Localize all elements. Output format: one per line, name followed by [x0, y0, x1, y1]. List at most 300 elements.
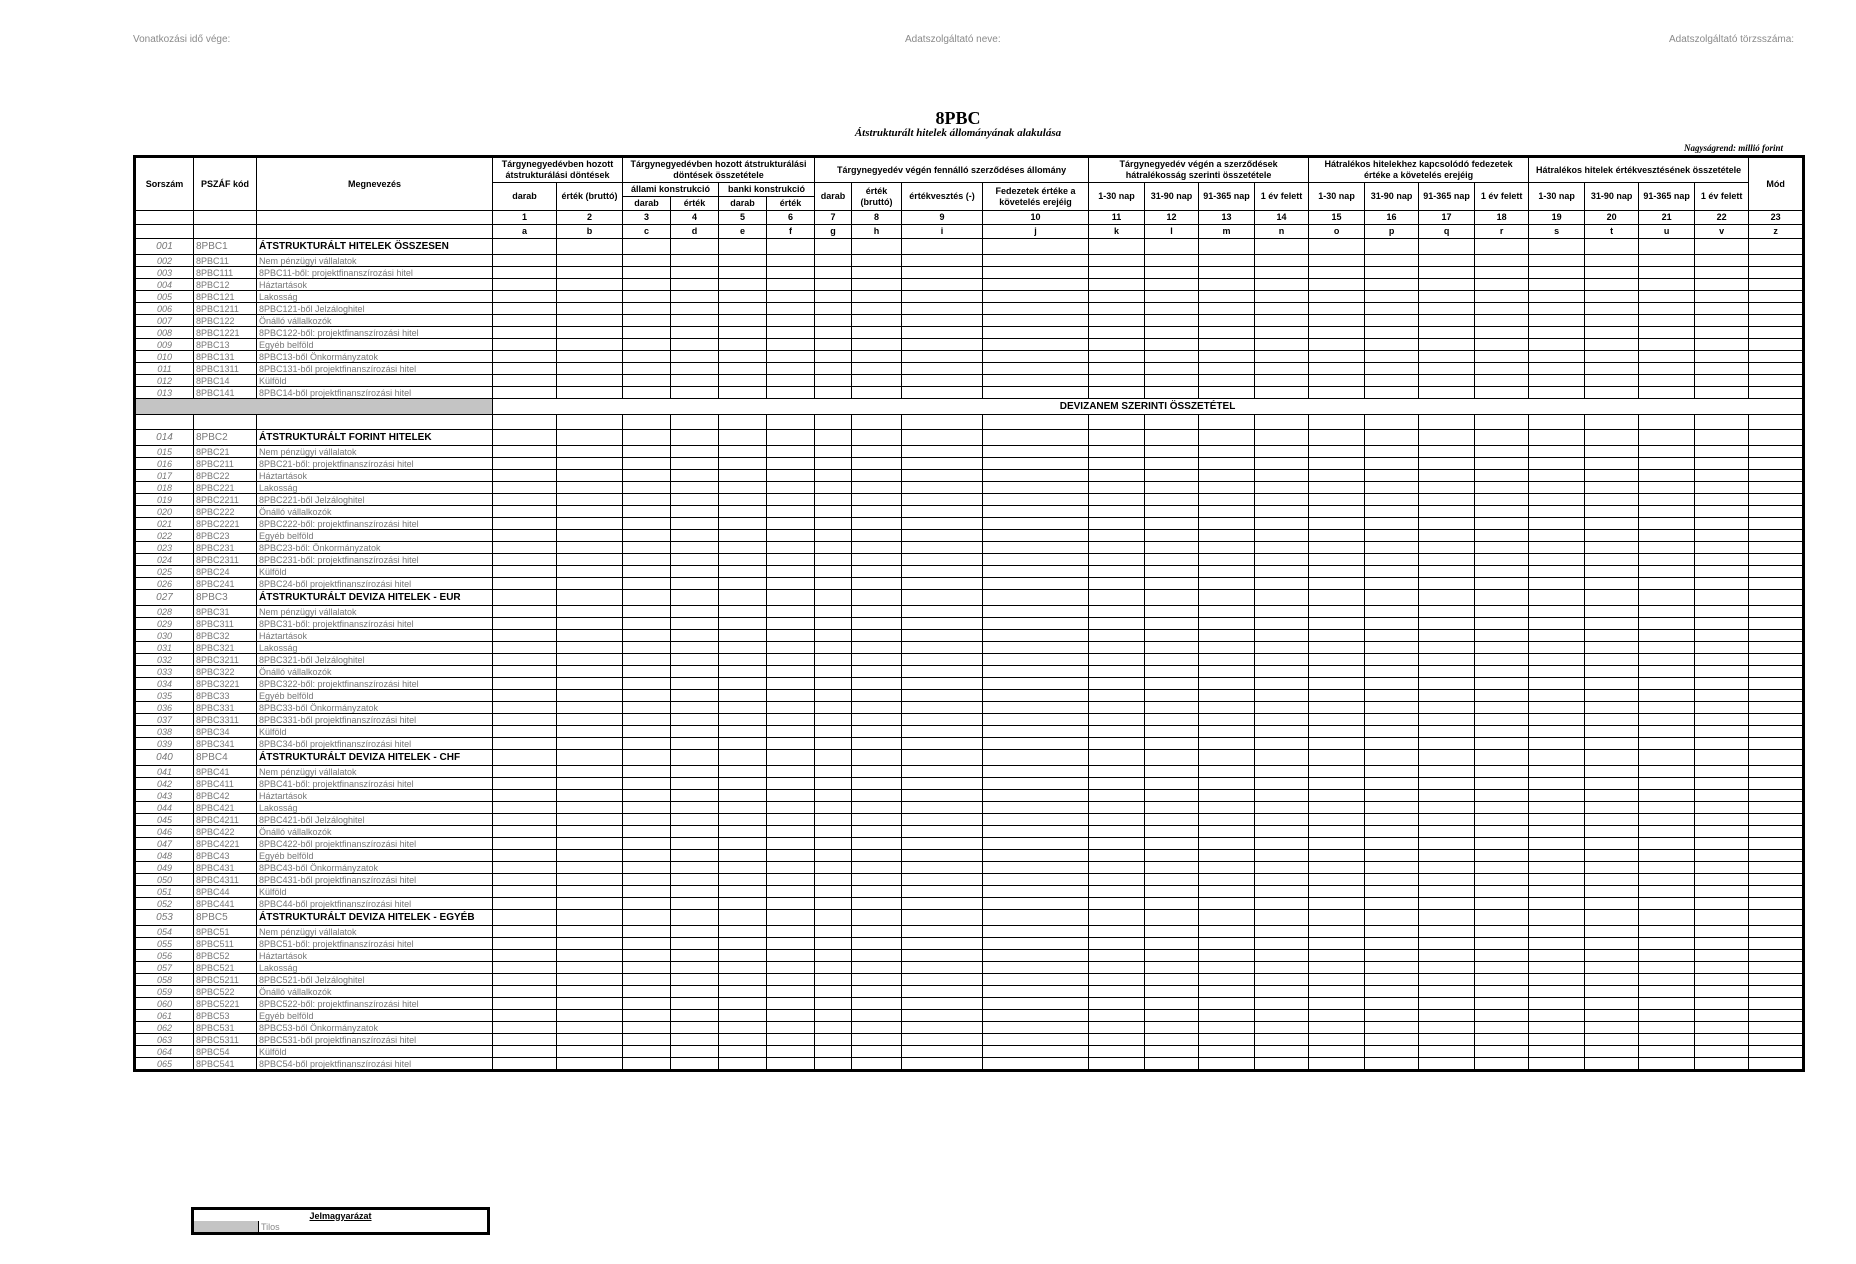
input-cell[interactable]: [815, 850, 852, 862]
input-cell[interactable]: [902, 778, 983, 790]
input-cell[interactable]: [1529, 327, 1585, 339]
input-cell[interactable]: [1419, 446, 1475, 458]
input-cell[interactable]: [1585, 850, 1639, 862]
input-cell[interactable]: [1145, 926, 1199, 938]
input-cell[interactable]: [1089, 702, 1145, 714]
input-cell[interactable]: [1695, 998, 1749, 1010]
input-cell[interactable]: [1529, 239, 1585, 255]
input-cell[interactable]: [1089, 1010, 1145, 1022]
input-cell[interactable]: [1199, 986, 1255, 998]
input-cell[interactable]: [1419, 790, 1475, 802]
input-cell[interactable]: [1089, 542, 1145, 554]
input-cell[interactable]: [1585, 974, 1639, 986]
input-cell[interactable]: [1419, 239, 1475, 255]
input-cell[interactable]: [1585, 766, 1639, 778]
input-cell[interactable]: [719, 351, 767, 363]
input-cell[interactable]: [1419, 315, 1475, 327]
input-cell[interactable]: [557, 898, 623, 910]
input-cell[interactable]: [983, 327, 1089, 339]
input-cell[interactable]: [1639, 339, 1695, 351]
input-cell[interactable]: [1145, 850, 1199, 862]
input-cell[interactable]: [493, 750, 557, 766]
input-cell[interactable]: [1639, 778, 1695, 790]
input-cell[interactable]: [815, 690, 852, 702]
input-cell[interactable]: [1639, 267, 1695, 279]
input-cell[interactable]: [1419, 291, 1475, 303]
input-cell[interactable]: [1365, 886, 1419, 898]
input-cell[interactable]: [1255, 938, 1309, 950]
input-cell[interactable]: [1585, 1046, 1639, 1058]
input-cell[interactable]: [1089, 375, 1145, 387]
input-cell[interactable]: [1749, 678, 1804, 690]
input-cell[interactable]: [1529, 778, 1585, 790]
input-cell[interactable]: [1529, 351, 1585, 363]
input-cell[interactable]: [1309, 714, 1365, 726]
input-cell[interactable]: [1585, 458, 1639, 470]
input-cell[interactable]: [852, 790, 902, 802]
input-cell[interactable]: [1419, 363, 1475, 375]
input-cell[interactable]: [1585, 750, 1639, 766]
input-cell[interactable]: [852, 910, 902, 926]
input-cell[interactable]: [1695, 862, 1749, 874]
input-cell[interactable]: [767, 351, 815, 363]
input-cell[interactable]: [1419, 430, 1475, 446]
input-cell[interactable]: [767, 986, 815, 998]
input-cell[interactable]: [983, 910, 1089, 926]
input-cell[interactable]: [852, 351, 902, 363]
input-cell[interactable]: [1749, 962, 1804, 974]
input-cell[interactable]: [493, 554, 557, 566]
input-cell[interactable]: [852, 458, 902, 470]
input-cell[interactable]: [1255, 1010, 1309, 1022]
input-cell[interactable]: [1749, 826, 1804, 838]
input-cell[interactable]: [1089, 874, 1145, 886]
input-cell[interactable]: [815, 630, 852, 642]
input-cell[interactable]: [1365, 750, 1419, 766]
input-cell[interactable]: [852, 554, 902, 566]
input-cell[interactable]: [623, 778, 671, 790]
input-cell[interactable]: [983, 482, 1089, 494]
input-cell[interactable]: [557, 351, 623, 363]
input-cell[interactable]: [1199, 926, 1255, 938]
input-cell[interactable]: [1145, 814, 1199, 826]
input-cell[interactable]: [1585, 790, 1639, 802]
input-cell[interactable]: [983, 590, 1089, 606]
input-cell[interactable]: [1529, 986, 1585, 998]
input-cell[interactable]: [1145, 315, 1199, 327]
input-cell[interactable]: [1419, 690, 1475, 702]
input-cell[interactable]: [493, 654, 557, 666]
input-cell[interactable]: [671, 303, 719, 315]
input-cell[interactable]: [902, 339, 983, 351]
input-cell[interactable]: [719, 255, 767, 267]
input-cell[interactable]: [767, 566, 815, 578]
input-cell[interactable]: [493, 778, 557, 790]
input-cell[interactable]: [1749, 690, 1804, 702]
input-cell[interactable]: [1145, 826, 1199, 838]
input-cell[interactable]: [1749, 766, 1804, 778]
input-cell[interactable]: [1475, 446, 1529, 458]
input-cell[interactable]: [719, 690, 767, 702]
input-cell[interactable]: [1365, 998, 1419, 1010]
input-cell[interactable]: [902, 1010, 983, 1022]
input-cell[interactable]: [1089, 862, 1145, 874]
input-cell[interactable]: [557, 814, 623, 826]
input-cell[interactable]: [1749, 974, 1804, 986]
input-cell[interactable]: [719, 726, 767, 738]
input-cell[interactable]: [719, 339, 767, 351]
input-cell[interactable]: [1309, 910, 1365, 926]
input-cell[interactable]: [1475, 578, 1529, 590]
input-cell[interactable]: [1529, 950, 1585, 962]
input-cell[interactable]: [983, 375, 1089, 387]
input-cell[interactable]: [493, 291, 557, 303]
input-cell[interactable]: [1749, 986, 1804, 998]
input-cell[interactable]: [671, 974, 719, 986]
input-cell[interactable]: [1749, 998, 1804, 1010]
input-cell[interactable]: [852, 590, 902, 606]
input-cell[interactable]: [1089, 950, 1145, 962]
input-cell[interactable]: [1639, 998, 1695, 1010]
input-cell[interactable]: [671, 726, 719, 738]
input-cell[interactable]: [1089, 714, 1145, 726]
input-cell[interactable]: [1199, 802, 1255, 814]
input-cell[interactable]: [1695, 642, 1749, 654]
input-cell[interactable]: [1199, 339, 1255, 351]
input-cell[interactable]: [815, 678, 852, 690]
input-cell[interactable]: [719, 618, 767, 630]
input-cell[interactable]: [1255, 446, 1309, 458]
input-cell[interactable]: [1475, 974, 1529, 986]
input-cell[interactable]: [1419, 1022, 1475, 1034]
input-cell[interactable]: [1749, 1046, 1804, 1058]
input-cell[interactable]: [623, 642, 671, 654]
input-cell[interactable]: [1419, 530, 1475, 542]
input-cell[interactable]: [902, 606, 983, 618]
input-cell[interactable]: [1309, 578, 1365, 590]
input-cell[interactable]: [1199, 590, 1255, 606]
input-cell[interactable]: [623, 327, 671, 339]
input-cell[interactable]: [902, 239, 983, 255]
input-cell[interactable]: [815, 267, 852, 279]
input-cell[interactable]: [671, 387, 719, 399]
input-cell[interactable]: [1255, 494, 1309, 506]
input-cell[interactable]: [1089, 1046, 1145, 1058]
input-cell[interactable]: [1199, 430, 1255, 446]
input-cell[interactable]: [815, 482, 852, 494]
input-cell[interactable]: [1529, 802, 1585, 814]
input-cell[interactable]: [902, 998, 983, 1010]
input-cell[interactable]: [1309, 778, 1365, 790]
input-cell[interactable]: [1089, 255, 1145, 267]
input-cell[interactable]: [1475, 886, 1529, 898]
input-cell[interactable]: [1695, 566, 1749, 578]
input-cell[interactable]: [1145, 1058, 1199, 1071]
input-cell[interactable]: [852, 430, 902, 446]
input-cell[interactable]: [1695, 542, 1749, 554]
input-cell[interactable]: [1529, 714, 1585, 726]
input-cell[interactable]: [902, 862, 983, 874]
input-cell[interactable]: [1585, 678, 1639, 690]
input-cell[interactable]: [1145, 542, 1199, 554]
input-cell[interactable]: [1145, 642, 1199, 654]
input-cell[interactable]: [1199, 255, 1255, 267]
input-cell[interactable]: [1255, 1022, 1309, 1034]
input-cell[interactable]: [1585, 542, 1639, 554]
input-cell[interactable]: [1529, 315, 1585, 327]
input-cell[interactable]: [1585, 738, 1639, 750]
input-cell[interactable]: [815, 618, 852, 630]
input-cell[interactable]: [1585, 618, 1639, 630]
input-cell[interactable]: [1639, 898, 1695, 910]
input-cell[interactable]: [671, 351, 719, 363]
input-cell[interactable]: [852, 986, 902, 998]
input-cell[interactable]: [852, 714, 902, 726]
input-cell[interactable]: [1749, 1058, 1804, 1071]
input-cell[interactable]: [1365, 578, 1419, 590]
input-cell[interactable]: [767, 998, 815, 1010]
input-cell[interactable]: [983, 726, 1089, 738]
input-cell[interactable]: [1639, 750, 1695, 766]
input-cell[interactable]: [902, 566, 983, 578]
input-cell[interactable]: [815, 530, 852, 542]
input-cell[interactable]: [767, 518, 815, 530]
input-cell[interactable]: [1365, 874, 1419, 886]
input-cell[interactable]: [1475, 714, 1529, 726]
input-cell[interactable]: [1309, 518, 1365, 530]
input-cell[interactable]: [671, 950, 719, 962]
input-cell[interactable]: [902, 838, 983, 850]
input-cell[interactable]: [1475, 630, 1529, 642]
input-cell[interactable]: [983, 470, 1089, 482]
input-cell[interactable]: [983, 618, 1089, 630]
input-cell[interactable]: [1749, 886, 1804, 898]
input-cell[interactable]: [671, 838, 719, 850]
input-cell[interactable]: [623, 446, 671, 458]
input-cell[interactable]: [1749, 790, 1804, 802]
input-cell[interactable]: [1639, 766, 1695, 778]
input-cell[interactable]: [852, 578, 902, 590]
input-cell[interactable]: [1199, 814, 1255, 826]
input-cell[interactable]: [1585, 910, 1639, 926]
input-cell[interactable]: [1639, 702, 1695, 714]
input-cell[interactable]: [623, 518, 671, 530]
input-cell[interactable]: [1695, 339, 1749, 351]
input-cell[interactable]: [767, 618, 815, 630]
input-cell[interactable]: [1089, 566, 1145, 578]
input-cell[interactable]: [1309, 630, 1365, 642]
input-cell[interactable]: [1475, 926, 1529, 938]
input-cell[interactable]: [1529, 630, 1585, 642]
input-cell[interactable]: [1199, 1034, 1255, 1046]
input-cell[interactable]: [557, 1046, 623, 1058]
input-cell[interactable]: [1255, 327, 1309, 339]
input-cell[interactable]: [1529, 850, 1585, 862]
input-cell[interactable]: [767, 430, 815, 446]
input-cell[interactable]: [1639, 387, 1695, 399]
input-cell[interactable]: [1089, 458, 1145, 470]
input-cell[interactable]: [815, 590, 852, 606]
input-cell[interactable]: [493, 255, 557, 267]
input-cell[interactable]: [1365, 802, 1419, 814]
input-cell[interactable]: [902, 255, 983, 267]
input-cell[interactable]: [1585, 255, 1639, 267]
input-cell[interactable]: [1365, 1034, 1419, 1046]
input-cell[interactable]: [1639, 554, 1695, 566]
input-cell[interactable]: [1309, 530, 1365, 542]
input-cell[interactable]: [1695, 327, 1749, 339]
input-cell[interactable]: [1419, 554, 1475, 566]
input-cell[interactable]: [852, 862, 902, 874]
input-cell[interactable]: [1089, 938, 1145, 950]
input-cell[interactable]: [815, 702, 852, 714]
input-cell[interactable]: [1475, 566, 1529, 578]
input-cell[interactable]: [767, 642, 815, 654]
input-cell[interactable]: [1419, 1010, 1475, 1022]
input-cell[interactable]: [767, 690, 815, 702]
input-cell[interactable]: [1199, 315, 1255, 327]
input-cell[interactable]: [767, 678, 815, 690]
input-cell[interactable]: [1639, 926, 1695, 938]
input-cell[interactable]: [902, 279, 983, 291]
input-cell[interactable]: [1309, 826, 1365, 838]
input-cell[interactable]: [1199, 654, 1255, 666]
input-cell[interactable]: [1199, 850, 1255, 862]
input-cell[interactable]: [671, 506, 719, 518]
input-cell[interactable]: [1475, 387, 1529, 399]
input-cell[interactable]: [1145, 898, 1199, 910]
input-cell[interactable]: [983, 666, 1089, 678]
input-cell[interactable]: [1475, 998, 1529, 1010]
input-cell[interactable]: [983, 714, 1089, 726]
input-cell[interactable]: [1529, 303, 1585, 315]
input-cell[interactable]: [493, 482, 557, 494]
input-cell[interactable]: [767, 1046, 815, 1058]
input-cell[interactable]: [1199, 766, 1255, 778]
input-cell[interactable]: [983, 279, 1089, 291]
input-cell[interactable]: [1255, 690, 1309, 702]
input-cell[interactable]: [557, 1034, 623, 1046]
input-cell[interactable]: [671, 898, 719, 910]
input-cell[interactable]: [493, 315, 557, 327]
input-cell[interactable]: [1255, 850, 1309, 862]
input-cell[interactable]: [557, 291, 623, 303]
input-cell[interactable]: [1749, 291, 1804, 303]
input-cell[interactable]: [1749, 838, 1804, 850]
input-cell[interactable]: [1419, 666, 1475, 678]
input-cell[interactable]: [1089, 303, 1145, 315]
input-cell[interactable]: [1419, 726, 1475, 738]
input-cell[interactable]: [493, 898, 557, 910]
input-cell[interactable]: [1419, 910, 1475, 926]
input-cell[interactable]: [1419, 750, 1475, 766]
input-cell[interactable]: [557, 874, 623, 886]
input-cell[interactable]: [1255, 826, 1309, 838]
input-cell[interactable]: [815, 1034, 852, 1046]
input-cell[interactable]: [1199, 874, 1255, 886]
input-cell[interactable]: [557, 826, 623, 838]
input-cell[interactable]: [1475, 351, 1529, 363]
input-cell[interactable]: [852, 766, 902, 778]
input-cell[interactable]: [493, 339, 557, 351]
input-cell[interactable]: [1419, 802, 1475, 814]
input-cell[interactable]: [1749, 850, 1804, 862]
input-cell[interactable]: [1145, 518, 1199, 530]
input-cell[interactable]: [1419, 303, 1475, 315]
input-cell[interactable]: [671, 1010, 719, 1022]
input-cell[interactable]: [623, 850, 671, 862]
input-cell[interactable]: [902, 726, 983, 738]
input-cell[interactable]: [1089, 446, 1145, 458]
input-cell[interactable]: [1199, 826, 1255, 838]
input-cell[interactable]: [983, 578, 1089, 590]
input-cell[interactable]: [852, 750, 902, 766]
input-cell[interactable]: [671, 630, 719, 642]
input-cell[interactable]: [1419, 778, 1475, 790]
input-cell[interactable]: [1255, 375, 1309, 387]
input-cell[interactable]: [671, 279, 719, 291]
input-cell[interactable]: [1475, 938, 1529, 950]
input-cell[interactable]: [1529, 1010, 1585, 1022]
input-cell[interactable]: [1089, 654, 1145, 666]
input-cell[interactable]: [493, 458, 557, 470]
input-cell[interactable]: [1639, 1034, 1695, 1046]
input-cell[interactable]: [1475, 506, 1529, 518]
input-cell[interactable]: [1749, 654, 1804, 666]
input-cell[interactable]: [1529, 363, 1585, 375]
input-cell[interactable]: [852, 690, 902, 702]
input-cell[interactable]: [1475, 838, 1529, 850]
input-cell[interactable]: [815, 315, 852, 327]
input-cell[interactable]: [493, 375, 557, 387]
input-cell[interactable]: [1309, 606, 1365, 618]
input-cell[interactable]: [1695, 1010, 1749, 1022]
input-cell[interactable]: [815, 303, 852, 315]
input-cell[interactable]: [1419, 1034, 1475, 1046]
input-cell[interactable]: [1749, 750, 1804, 766]
input-cell[interactable]: [815, 862, 852, 874]
input-cell[interactable]: [1749, 375, 1804, 387]
input-cell[interactable]: [1695, 790, 1749, 802]
input-cell[interactable]: [1365, 666, 1419, 678]
input-cell[interactable]: [1145, 910, 1199, 926]
input-cell[interactable]: [1475, 470, 1529, 482]
input-cell[interactable]: [902, 351, 983, 363]
input-cell[interactable]: [1255, 962, 1309, 974]
input-cell[interactable]: [1585, 826, 1639, 838]
input-cell[interactable]: [671, 790, 719, 802]
input-cell[interactable]: [902, 814, 983, 826]
input-cell[interactable]: [852, 315, 902, 327]
input-cell[interactable]: [719, 518, 767, 530]
input-cell[interactable]: [719, 874, 767, 886]
input-cell[interactable]: [1199, 578, 1255, 590]
input-cell[interactable]: [1199, 886, 1255, 898]
input-cell[interactable]: [1639, 714, 1695, 726]
input-cell[interactable]: [1529, 666, 1585, 678]
input-cell[interactable]: [557, 642, 623, 654]
input-cell[interactable]: [1475, 530, 1529, 542]
input-cell[interactable]: [1475, 363, 1529, 375]
input-cell[interactable]: [1529, 375, 1585, 387]
input-cell[interactable]: [1145, 239, 1199, 255]
input-cell[interactable]: [1089, 1022, 1145, 1034]
input-cell[interactable]: [1255, 518, 1309, 530]
input-cell[interactable]: [1749, 279, 1804, 291]
input-cell[interactable]: [1145, 790, 1199, 802]
input-cell[interactable]: [1419, 566, 1475, 578]
input-cell[interactable]: [1529, 494, 1585, 506]
